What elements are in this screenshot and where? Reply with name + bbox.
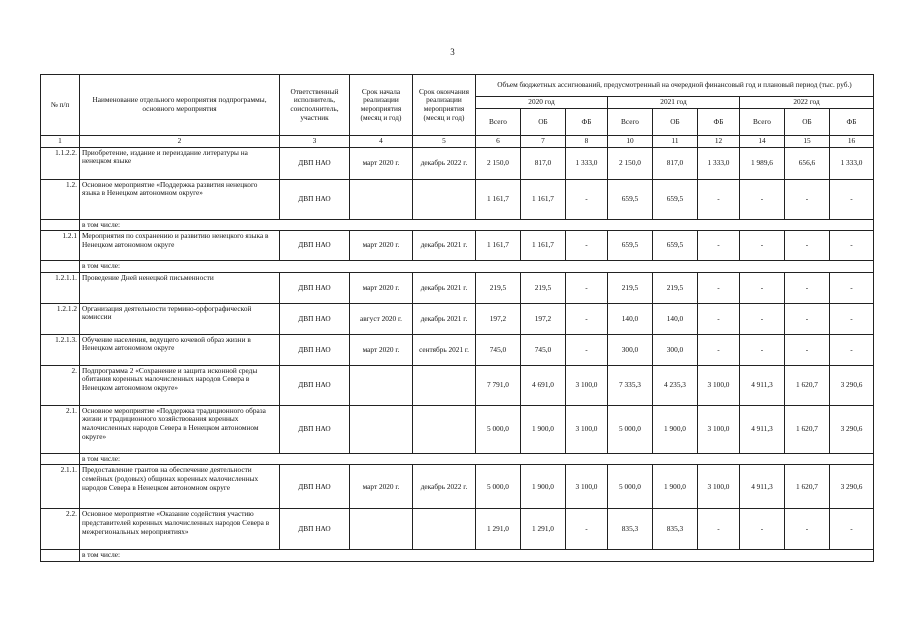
header-year: 2020 год: [476, 97, 608, 109]
table-header: [41, 75, 874, 148]
table-row: [41, 147, 874, 179]
row-value: 1 291,0: [521, 509, 566, 550]
row-value: 3 290,6: [830, 405, 874, 453]
row-value: -: [698, 509, 740, 550]
header-end: Срок окончания реализации мероприятия (месяц и год): [413, 75, 476, 136]
row-value: -: [698, 179, 740, 219]
table-body: [41, 147, 874, 561]
row-value: 4 911,3: [740, 465, 785, 509]
row-end: декабрь 2022 г.: [413, 147, 476, 179]
row-end: [413, 509, 476, 550]
row-value: 1 900,0: [521, 405, 566, 453]
row-end: [413, 405, 476, 453]
row-value: -: [830, 231, 874, 261]
row-note: в том числе:: [80, 453, 874, 465]
row-value: 197,2: [476, 303, 521, 334]
row-value: 1 620,7: [785, 465, 830, 509]
row-value: -: [566, 334, 608, 365]
row-responsible: ДВП НАО: [280, 334, 350, 365]
row-value: 745,0: [476, 334, 521, 365]
page-number: 3: [450, 47, 455, 57]
row-value: 3 100,0: [566, 405, 608, 453]
row-note: в том числе:: [80, 550, 874, 562]
row-responsible: ДВП НАО: [280, 405, 350, 453]
table-row: [41, 465, 874, 509]
column-number: 3: [280, 136, 350, 148]
row-value: 3 100,0: [698, 465, 740, 509]
row-value: 3 100,0: [566, 465, 608, 509]
header-sub: Всего: [608, 109, 653, 136]
row-value: -: [830, 179, 874, 219]
table-row: [41, 334, 874, 365]
row-start: [350, 405, 413, 453]
row-value: 219,5: [476, 272, 521, 303]
note-row: [41, 261, 874, 273]
row-value: -: [785, 231, 830, 261]
row-responsible: ДВП НАО: [280, 231, 350, 261]
row-responsible: ДВП НАО: [280, 179, 350, 219]
row-value: -: [566, 303, 608, 334]
row-value: 817,0: [521, 147, 566, 179]
column-number: 5: [413, 136, 476, 148]
table-row: [41, 405, 874, 453]
row-value: 4 235,3: [653, 365, 698, 405]
header-year: 2021 год: [608, 97, 740, 109]
row-value: 2 150,0: [608, 147, 653, 179]
row-start: март 2020 г.: [350, 334, 413, 365]
row-start: март 2020 г.: [350, 231, 413, 261]
column-number: 4: [350, 136, 413, 148]
column-number: 16: [830, 136, 874, 148]
column-number: 2: [80, 136, 280, 148]
row-start: [350, 365, 413, 405]
row-value: 3 290,6: [830, 465, 874, 509]
table-row: [41, 231, 874, 261]
row-start: март 2020 г.: [350, 465, 413, 509]
row-value: 1 161,7: [521, 179, 566, 219]
row-value: -: [566, 179, 608, 219]
row-value: 2 150,0: [476, 147, 521, 179]
row-start: март 2020 г.: [350, 147, 413, 179]
header-sub: Всего: [740, 109, 785, 136]
header-sub: ФБ: [830, 109, 874, 136]
row-end: декабрь 2021 г.: [413, 303, 476, 334]
row-value: 1 161,7: [476, 231, 521, 261]
row-start: [350, 509, 413, 550]
row-value: -: [785, 303, 830, 334]
header-year: 2022 год: [740, 97, 874, 109]
row-value: 659,5: [653, 179, 698, 219]
row-value: -: [698, 231, 740, 261]
header-num: № п/п: [41, 75, 80, 136]
header-sub: ФБ: [698, 109, 740, 136]
row-responsible: ДВП НАО: [280, 272, 350, 303]
row-value: -: [785, 272, 830, 303]
row-name: Предоставление грантов на обеспечение деятельности семейных (родовых) общинах коренных малочисленных народов Севера в Ненецком автономном округе: [80, 465, 280, 509]
row-value: 3 290,6: [830, 365, 874, 405]
row-value: -: [740, 231, 785, 261]
row-name: Основное мероприятие «Поддержка традиционного образа жизни и традиционного хозяйствования коренных малочисленных народов Севера в Ненецком автономном округе»: [80, 405, 280, 453]
row-value: -: [566, 272, 608, 303]
row-value: -: [740, 334, 785, 365]
row-value: 219,5: [653, 272, 698, 303]
table-row: [41, 272, 874, 303]
row-value: 140,0: [608, 303, 653, 334]
row-value: 219,5: [521, 272, 566, 303]
row-value: -: [830, 509, 874, 550]
row-value: -: [698, 272, 740, 303]
row-value: 140,0: [653, 303, 698, 334]
row-value: 219,5: [608, 272, 653, 303]
row-num: 2.2.: [41, 509, 80, 550]
row-value: 659,5: [608, 231, 653, 261]
row-value: -: [830, 334, 874, 365]
row-start: [350, 179, 413, 219]
row-value: 5 000,0: [608, 405, 653, 453]
column-number: 12: [698, 136, 740, 148]
row-value: 4 691,0: [521, 365, 566, 405]
row-value: 745,0: [521, 334, 566, 365]
row-num: 1.2.1.2: [41, 303, 80, 334]
row-num: 1.2.1.3.: [41, 334, 80, 365]
row-name: Основное мероприятие «Оказание содействия участию представителей коренных малочисленных народов Севера в межрегиональных мероприятиях»: [80, 509, 280, 550]
row-value: 3 100,0: [698, 405, 740, 453]
row-value: 1 161,7: [476, 179, 521, 219]
column-number: 7: [521, 136, 566, 148]
column-number: 1: [41, 136, 80, 148]
row-value: -: [785, 179, 830, 219]
column-number: 15: [785, 136, 830, 148]
row-value: 300,0: [608, 334, 653, 365]
row-name: Подпрограмма 2 «Сохранение и защита исконной среды обитания коренных малочисленных народов Севера в Ненецком автономном округе»: [80, 365, 280, 405]
row-value: 1 333,0: [566, 147, 608, 179]
row-end: сентябрь 2021 г.: [413, 334, 476, 365]
row-value: 5 000,0: [608, 465, 653, 509]
row-value: -: [566, 509, 608, 550]
row-value: 1 900,0: [653, 405, 698, 453]
row-value: 1 900,0: [653, 465, 698, 509]
row-responsible: ДВП НАО: [280, 465, 350, 509]
row-value: 659,5: [653, 231, 698, 261]
table-row: [41, 509, 874, 550]
header-sub: ФБ: [566, 109, 608, 136]
row-value: -: [740, 179, 785, 219]
row-value: 300,0: [653, 334, 698, 365]
row-value: 1 620,7: [785, 365, 830, 405]
row-start: март 2020 г.: [350, 272, 413, 303]
row-num: 1.2.: [41, 179, 80, 219]
row-value: 4 911,3: [740, 405, 785, 453]
row-value: 835,3: [608, 509, 653, 550]
row-value: 835,3: [653, 509, 698, 550]
row-value: 817,0: [653, 147, 698, 179]
row-value: 1 291,0: [476, 509, 521, 550]
table-row: [41, 365, 874, 405]
table-row: [41, 179, 874, 219]
row-value: 1 900,0: [521, 465, 566, 509]
header-sub: ОБ: [521, 109, 566, 136]
row-num: [41, 550, 80, 562]
row-num: 2.1.1.: [41, 465, 80, 509]
row-name: Проведение Дней ненецкой письменности: [80, 272, 280, 303]
header-budget: Объем бюджетных ассигнований, предусмотренный на очередной финансовый год и плановый период (тыс. руб.): [476, 75, 874, 97]
row-value: -: [566, 231, 608, 261]
row-end: декабрь 2021 г.: [413, 231, 476, 261]
row-num: [41, 453, 80, 465]
row-value: 7 791,0: [476, 365, 521, 405]
row-value: 5 000,0: [476, 405, 521, 453]
row-num: 1.2.1: [41, 231, 80, 261]
row-value: 656,6: [785, 147, 830, 179]
row-value: -: [740, 509, 785, 550]
note-row: [41, 550, 874, 562]
header-name: Наименование отдельного мероприятия подпрограммы, основного мероприятия: [80, 75, 280, 136]
row-name: Мероприятия по сохранению и развитию ненецкого языка в Ненецком автономном округе: [80, 231, 280, 261]
row-value: 4 911,3: [740, 365, 785, 405]
row-value: -: [785, 509, 830, 550]
row-name: Основное мероприятие «Поддержка развития ненецкого языка в Ненецком автономном округе»: [80, 179, 280, 219]
row-value: 1 989,6: [740, 147, 785, 179]
header-start: Срок начала реализации мероприятия (месяц и год): [350, 75, 413, 136]
row-responsible: ДВП НАО: [280, 303, 350, 334]
row-value: -: [740, 272, 785, 303]
note-row: [41, 453, 874, 465]
row-num: 1.1.2.2.: [41, 147, 80, 179]
row-end: декабрь 2022 г.: [413, 465, 476, 509]
row-value: -: [698, 334, 740, 365]
note-row: [41, 219, 874, 231]
row-num: 1.2.1.1.: [41, 272, 80, 303]
row-value: -: [740, 303, 785, 334]
row-responsible: ДВП НАО: [280, 509, 350, 550]
row-num: [41, 261, 80, 273]
row-end: [413, 179, 476, 219]
row-value: -: [830, 303, 874, 334]
row-value: 197,2: [521, 303, 566, 334]
row-end: [413, 365, 476, 405]
row-value: 659,5: [608, 179, 653, 219]
column-number: 14: [740, 136, 785, 148]
header-sub: ОБ: [653, 109, 698, 136]
column-number: 11: [653, 136, 698, 148]
row-value: 7 335,3: [608, 365, 653, 405]
row-value: 3 100,0: [566, 365, 608, 405]
table-row: [41, 303, 874, 334]
row-value: -: [830, 272, 874, 303]
row-start: август 2020 г.: [350, 303, 413, 334]
header-responsible: Ответственный исполнитель, соисполнитель, участник: [280, 75, 350, 136]
row-name: Организация деятельности терминo-орфографической комиссии: [80, 303, 280, 334]
row-end: декабрь 2021 г.: [413, 272, 476, 303]
row-value: 1 333,0: [830, 147, 874, 179]
budget-table: [40, 74, 874, 562]
row-note: в том числе:: [80, 219, 874, 231]
row-value: 1 161,7: [521, 231, 566, 261]
row-value: 1 620,7: [785, 405, 830, 453]
row-value: 5 000,0: [476, 465, 521, 509]
row-num: 2.1.: [41, 405, 80, 453]
column-number: 10: [608, 136, 653, 148]
row-responsible: ДВП НАО: [280, 365, 350, 405]
row-note: в том числе:: [80, 261, 874, 273]
row-value: 3 100,0: [698, 365, 740, 405]
header-sub: Всего: [476, 109, 521, 136]
row-value: 1 333,0: [698, 147, 740, 179]
row-num: 2.: [41, 365, 80, 405]
row-name: Обучение населения, ведущего кочевой образ жизни в Ненецком автономном округе: [80, 334, 280, 365]
row-name: Приобретение, издание и переиздание литературы на ненецком языке: [80, 147, 280, 179]
row-value: -: [785, 334, 830, 365]
column-number: 6: [476, 136, 521, 148]
row-value: -: [698, 303, 740, 334]
column-number: 8: [566, 136, 608, 148]
row-responsible: ДВП НАО: [280, 147, 350, 179]
header-sub: ОБ: [785, 109, 830, 136]
row-num: [41, 219, 80, 231]
